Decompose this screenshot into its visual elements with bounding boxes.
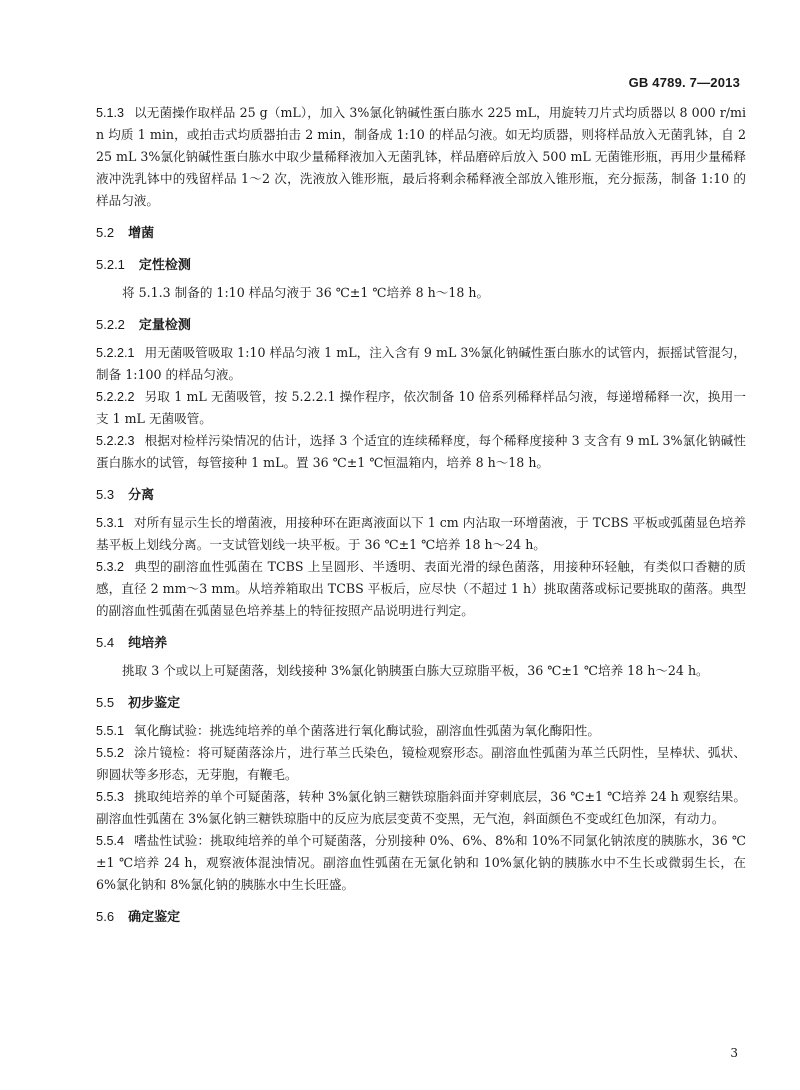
clause-text: 挑取纯培养的单个可疑菌落，转种 3%氯化钠三糖铁琼脂斜面并穿刺底层，36 ℃±1 ℃培养 24 h 观察结果。副溶血性弧菌在 3%氯化钠三糖铁琼脂中的反应为底层变黄不变黑，无气泡，斜面颜色不变或红色加深，有动力。 (96, 789, 746, 826)
clause-number: 5.3.1 (96, 516, 125, 530)
heading-number: 5.2.1 (96, 257, 125, 272)
clause-text: 涂片镜检：将可疑菌落涂片，进行革兰氏染色，镜检观察形态。副溶血性弧菌为革兰氏阴性，呈棒状、弧状、卵圆状等多形态，无芽胞，有鞭毛。 (96, 745, 746, 782)
clause-number: 5.2.2.1 (96, 346, 135, 360)
clause-5-5-4 (96, 830, 746, 896)
heading-title: 初步鉴定 (128, 695, 181, 710)
clause-number: 5.1.3 (96, 106, 125, 120)
clause-number: 5.5.1 (96, 724, 125, 738)
clause-text: 对所有显示生长的增菌液，用接种环在距离液面以下 1 cm 内沾取一环增菌液，于 TCBS 平板或弧菌显色培养基平板上划线分离。一支试管划线一块平板。于 36 ℃±1 ℃培养 18 h～24 h。 (96, 515, 746, 552)
section-heading-5-2-1 (96, 254, 746, 276)
heading-number: 5.2.2 (96, 317, 125, 332)
clause-number: 5.2.2.2 (96, 390, 135, 404)
document-body (96, 102, 746, 934)
heading-number: 5.5 (96, 695, 115, 710)
heading-number: 5.2 (96, 225, 115, 240)
clause-text: 用无菌吸管吸取 1:10 样品匀液 1 mL，注入含有 9 mL 3%氯化钠碱性蛋白胨水的试管内，振摇试管混匀，制备 1:100 的样品匀液。 (96, 345, 746, 382)
clause-5-2-2-1 (96, 342, 746, 386)
clause-text: 典型的副溶血性弧菌在 TCBS 上呈圆形、半透明、表面光滑的绿色菌落，用接种环轻触，有类似口香糖的质感，直径 2 mm～3 mm。从培养箱取出 TCBS 平板后，应尽快（不超过 1 h）挑取菌落或标记要挑取的菌落。典型的副溶血性弧菌在弧菌显色培养基上的特征按照产品说明进行判定。 (96, 559, 746, 618)
clause-5-5-1 (96, 720, 746, 742)
page-number: 3 (730, 1046, 738, 1060)
heading-title: 定性检测 (138, 257, 191, 272)
heading-title: 确定鉴定 (128, 909, 181, 924)
heading-title: 纯培养 (128, 635, 168, 650)
clause-5-4-text: 挑取 3 个或以上可疑菌落，划线接种 3%氯化钠胰蛋白胨大豆琼脂平板，36 ℃±1 ℃培养 18 h～24 h。 (122, 663, 709, 678)
clause-5-3-1 (96, 512, 746, 556)
heading-title: 增菌 (128, 225, 155, 240)
clause-text: 另取 1 mL 无菌吸管，按 5.2.2.1 操作程序，依次制备 10 倍系列稀释样品匀液，每递增稀释一次，换用一支 1 mL 无菌吸管。 (96, 389, 746, 426)
section-heading-5-3 (96, 484, 746, 506)
section-heading-5-6 (96, 906, 746, 928)
clause-5-1-3 (96, 102, 746, 212)
clause-5-2-1-text: 将 5.1.3 制备的 1:10 样品匀液于 36 ℃±1 ℃培养 8 h～18 h。 (122, 285, 490, 300)
heading-title: 分离 (128, 487, 155, 502)
clause-5-2-2-3 (96, 430, 746, 474)
section-heading-5-2-2 (96, 314, 746, 336)
section-heading-5-5 (96, 692, 746, 714)
clause-number: 5.3.2 (96, 560, 125, 574)
clause-text: 氧化酶试验：挑选纯培养的单个菌落进行氧化酶试验，副溶血性弧菌为氧化酶阳性。 (134, 723, 600, 738)
clause-5-2-2-2 (96, 386, 746, 430)
clause-number: 5.5.2 (96, 746, 125, 760)
heading-title: 定量检测 (138, 317, 191, 332)
standard-number: GB 4789. 7—2013 (628, 75, 740, 90)
clause-text: 嗜盐性试验：挑取纯培养的单个可疑菌落，分别接种 0%、6%、8%和 10%不同氯化钠浓度的胰胨水，36 ℃±1 ℃培养 24 h，观察液体混浊情况。副溶血性弧菌在无氯化钠和 10%氯化钠的胰胨水中不生长或微弱生长，在 6%氯化钠和 8%氯化钠的胰胨水中生长旺盛。 (96, 833, 746, 892)
clause-number: 5.5.4 (96, 834, 125, 848)
clause-text: 以无菌操作取样品 25 g（mL），加入 3%氯化钠碱性蛋白胨水 225 mL，用旋转刀片式均质器以 8 000 r/min 均质 1 min，或拍击式均质器拍击 2 min，制备成 1:10 的样品匀液。如无均质器，则将样品放入无菌乳钵，自 225 mL 3%氯化钠碱性蛋白胨水中取少量稀释液加入无菌乳钵，样品磨碎后放入 500 mL 无菌锥形瓶，再用少量稀释液冲洗乳钵中的残留样品 1～2 次，洗液放入锥形瓶，最后将剩余稀释液全部放入锥形瓶，充分振荡，制备 1:10 的样品匀液。 (96, 105, 746, 208)
heading-number: 5.6 (96, 909, 115, 924)
section-heading-5-2 (96, 222, 746, 244)
clause-number: 5.5.3 (96, 790, 125, 804)
clause-5-5-3 (96, 786, 746, 830)
clause-number: 5.2.2.3 (96, 434, 135, 448)
clause-text: 根据对检样污染情况的估计，选择 3 个适宜的连续稀释度，每个稀释度接种 3 支含有 9 mL 3%氯化钠碱性蛋白胨水的试管，每管接种 1 mL。置 36 ℃±1 ℃恒温箱内，培养 8 h～18 h。 (96, 433, 746, 470)
heading-number: 5.3 (96, 487, 115, 502)
clause-5-5-2 (96, 742, 746, 786)
clause-5-3-2 (96, 556, 746, 622)
heading-number: 5.4 (96, 635, 115, 650)
section-heading-5-4 (96, 632, 746, 654)
